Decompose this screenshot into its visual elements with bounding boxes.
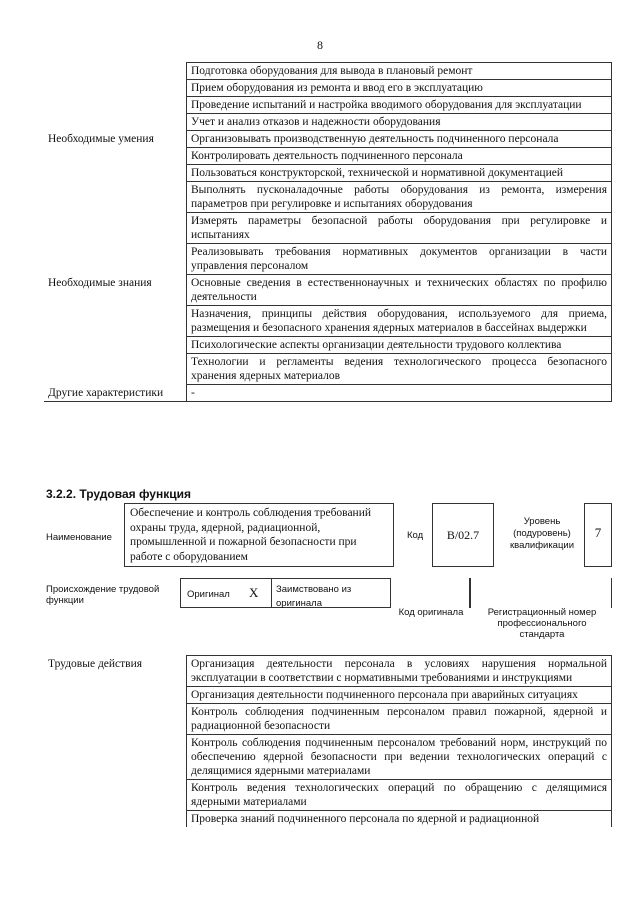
- row-text: Назначения, принципы действия оборудования, используемого для приема, размещения и безопасного хранения ядерных материалов в бассейнах выдержки: [187, 306, 612, 337]
- name-label: Наименование: [46, 532, 112, 543]
- table-row: [44, 97, 612, 114]
- row-label: [44, 80, 187, 97]
- row-label: [44, 780, 187, 811]
- row-label: Другие характеристики: [44, 385, 187, 402]
- row-text: Реализовывать требования нормативных документов организации в части управления персоналом: [187, 244, 612, 275]
- row-label: [44, 213, 187, 244]
- row-text: Проведение испытаний и настройка вводимого оборудования для эксплуатации: [187, 97, 612, 114]
- table-row: [44, 811, 612, 828]
- level-value-box: [584, 503, 612, 567]
- row-label: [44, 114, 187, 131]
- table-row: [44, 275, 612, 306]
- table-row: [44, 213, 612, 244]
- section-title: 3.2.2. Трудовая функция: [46, 487, 191, 501]
- row-label: Трудовые действия: [44, 656, 187, 687]
- original-cell: [180, 578, 272, 608]
- row-label: [44, 63, 187, 80]
- row-label: [44, 735, 187, 780]
- row-label: [44, 97, 187, 114]
- name-value: Обеспечение и контроль соблюдения требований охраны труда, ядерной, радиационной, промышленной и пожарной безопасности при работе с оборудованием: [130, 507, 372, 563]
- reg-number-label: Регистрационный номер профессионального стандарта: [487, 607, 597, 640]
- table-row: [44, 354, 612, 385]
- row-text: Основные сведения в естественнонаучных и технических областях по профилю деятельности: [187, 275, 612, 306]
- origin-label: Происхождение трудовой функции: [46, 584, 160, 606]
- table-row: [44, 704, 612, 735]
- table-row: [44, 148, 612, 165]
- row-text: Технологии и регламенты ведения технологического процесса безопасного хранения ядерных материалов: [187, 354, 612, 385]
- code-original-cell: [390, 578, 470, 608]
- original-label: Оригинал: [187, 589, 230, 600]
- table-row: [44, 182, 612, 213]
- row-text: Подготовка оборудования для вывода в плановый ремонт: [187, 63, 612, 80]
- row-label: [44, 811, 187, 828]
- code-label: Код: [407, 530, 424, 541]
- row-text: Выполнять пусконаладочные работы оборудования из ремонта, измерения параметров при регулировке и испытаниях оборудования: [187, 182, 612, 213]
- row-label: [44, 354, 187, 385]
- code-value: B/02.7: [446, 528, 480, 542]
- row-label: [44, 182, 187, 213]
- row-label: Необходимые умения: [44, 131, 187, 148]
- table-row: [44, 244, 612, 275]
- code-original-label: Код оригинала: [398, 607, 464, 618]
- table-row: [44, 780, 612, 811]
- row-label: [44, 306, 187, 337]
- table-row: [44, 656, 612, 687]
- row-text: Организация деятельности подчиненного персонала при аварийных ситуациях: [187, 687, 612, 704]
- row-text: Организовывать производственную деятельность подчиненного персонала: [187, 131, 612, 148]
- table-row: [44, 114, 612, 131]
- table-row: [44, 63, 612, 80]
- name-value-box: [124, 503, 394, 567]
- table-row: [44, 306, 612, 337]
- row-text: Контроль соблюдения подчиненным персоналом требований норм, инструкций по обеспечению ядерной безопасности при ведении технологических операций с делящимися ядерными материалами: [187, 735, 612, 780]
- row-text: Контроль ведения технологических операций по обращению с делящимися ядерными материалами: [187, 780, 612, 811]
- code-value-box: [432, 503, 494, 567]
- reg-number-cell: [470, 578, 612, 608]
- original-mark: X: [249, 585, 259, 600]
- row-text: Пользоваться конструкторской, технической и нормативной документацией: [187, 165, 612, 182]
- row-label: [44, 704, 187, 735]
- row-label: [44, 687, 187, 704]
- page-number: 8: [317, 38, 323, 52]
- row-text: Контроль соблюдения подчиненным персоналом правил пожарной, ядерной и радиационной безопасности: [187, 704, 612, 735]
- borrowed-label: Заимствовано из оригинала: [276, 584, 352, 609]
- row-text: Прием оборудования из ремонта и ввод его в эксплуатацию: [187, 80, 612, 97]
- level-label: Уровень (подуровень) квалификации: [509, 516, 575, 551]
- table-row: [44, 131, 612, 148]
- row-text: Учет и анализ отказов и надежности оборудования: [187, 114, 612, 131]
- borrowed-cell: [271, 578, 391, 608]
- row-text: Проверка знаний подчиненного персонала по ядерной и радиационной: [187, 811, 612, 828]
- labor-actions-table: [44, 655, 612, 827]
- row-text: -: [187, 385, 612, 402]
- requirements-table: [44, 62, 612, 402]
- table-row: [44, 735, 612, 780]
- row-label: [44, 148, 187, 165]
- table-row: [44, 385, 612, 402]
- row-label: [44, 337, 187, 354]
- table-row: [44, 80, 612, 97]
- level-value: 7: [594, 525, 602, 540]
- table-row: [44, 165, 612, 182]
- table-row: [44, 687, 612, 704]
- row-text: Измерять параметры безопасной работы оборудования при регулировке и испытаниях: [187, 213, 612, 244]
- row-label: Необходимые знания: [44, 275, 187, 306]
- row-text: Психологические аспекты организации деятельности трудового коллектива: [187, 337, 612, 354]
- table-row: [44, 337, 612, 354]
- row-text: Организация деятельности персонала в условиях нарушения нормальной эксплуатации в соответствии с нормативными требованиями и инструкциями: [187, 656, 612, 687]
- row-label: [44, 165, 187, 182]
- row-label: [44, 244, 187, 275]
- row-text: Контролировать деятельность подчиненного персонала: [187, 148, 612, 165]
